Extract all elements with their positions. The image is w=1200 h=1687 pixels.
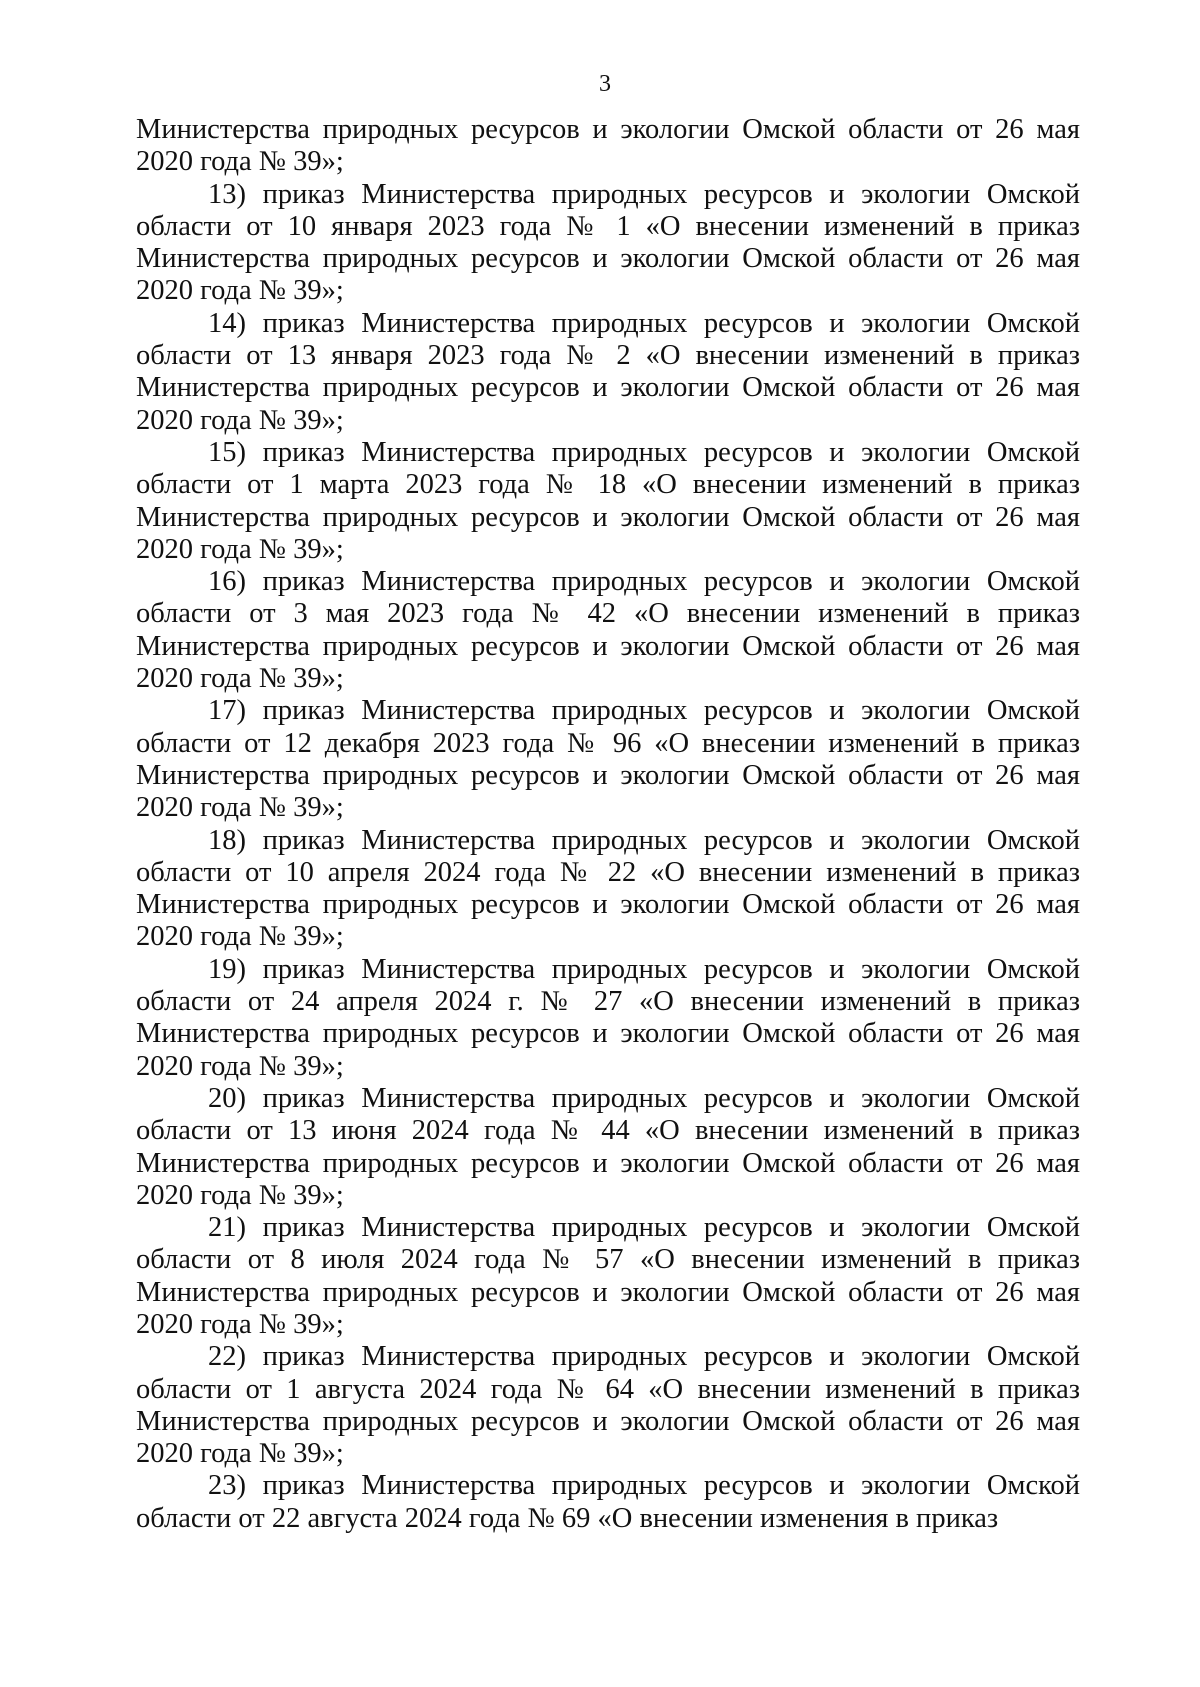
list-item-19: 19) приказ Министерства природных ресурсов и экологии Омской области от 24 апреля 2024 г. № 27 «О внесении изменений в приказ Министерства природных ресурсов и экологии Омской области от 26 мая 2020 года № 39»; — [136, 953, 1080, 1082]
document-body — [136, 114, 1080, 1535]
list-item-16: 16) приказ Министерства природных ресурсов и экологии Омской области от 3 мая 2023 года № 42 «О внесении изменений в приказ Министерства природных ресурсов и экологии Омской области от 26 мая 2020 года № 39»; — [136, 566, 1080, 695]
list-item-14: 14) приказ Министерства природных ресурсов и экологии Омской области от 13 января 2023 года № 2 «О внесении изменений в приказ Министерства природных ресурсов и экологии Омской области от 26 мая 2020 года № 39»; — [136, 307, 1080, 436]
list-item-21: 21) приказ Министерства природных ресурсов и экологии Омской области от 8 июля 2024 года № 57 «О внесении изменений в приказ Министерства природных ресурсов и экологии Омской области от 26 мая 2020 года № 39»; — [136, 1212, 1080, 1340]
list-item-15: 15) приказ Министерства природных ресурсов и экологии Омской области от 1 марта 2023 года № 18 «О внесении изменений в приказ Министерства природных ресурсов и экологии Омской области от 26 мая 2020 года № 39»; — [136, 436, 1080, 565]
list-item-22: 22) приказ Министерства природных ресурсов и экологии Омской области от 1 августа 2024 года № 64 «О внесении изменений в приказ Министерства природных ресурсов и экологии Омской области от 26 мая 2020 года № 39»; — [136, 1341, 1080, 1470]
continuation-paragraph: Министерства природных ресурсов и экологии Омской области от 26 мая 2020 года № 39»; — [136, 114, 1080, 178]
list-item-23: 23) приказ Министерства природных ресурсов и экологии Омской области от 22 августа 2024 года № 69 «О внесении изменения в приказ — [136, 1470, 1080, 1534]
list-item-17: 17) приказ Министерства природных ресурсов и экологии Омской области от 12 декабря 2023 года № 96 «О внесении изменений в приказ Министерства природных ресурсов и экологии Омской области от 26 мая 2020 года № 39»; — [136, 695, 1080, 824]
list-item-18: 18) приказ Министерства природных ресурсов и экологии Омской области от 10 апреля 2024 года № 22 «О внесении изменений в приказ Министерства природных ресурсов и экологии Омской области от 26 мая 2020 года № 39»; — [136, 824, 1080, 953]
list-item-20: 20) приказ Министерства природных ресурсов и экологии Омской области от 13 июня 2024 года № 44 «О внесении изменений в приказ Министерства природных ресурсов и экологии Омской области от 26 мая 2020 года № 39»; — [136, 1082, 1080, 1211]
page-number: 3 — [599, 71, 611, 97]
list-item-13: 13) приказ Министерства природных ресурсов и экологии Омской области от 10 января 2023 года № 1 «О внесении изменений в приказ Министерства природных ресурсов и экологии Омской области от 26 мая 2020 года № 39»; — [136, 178, 1080, 307]
